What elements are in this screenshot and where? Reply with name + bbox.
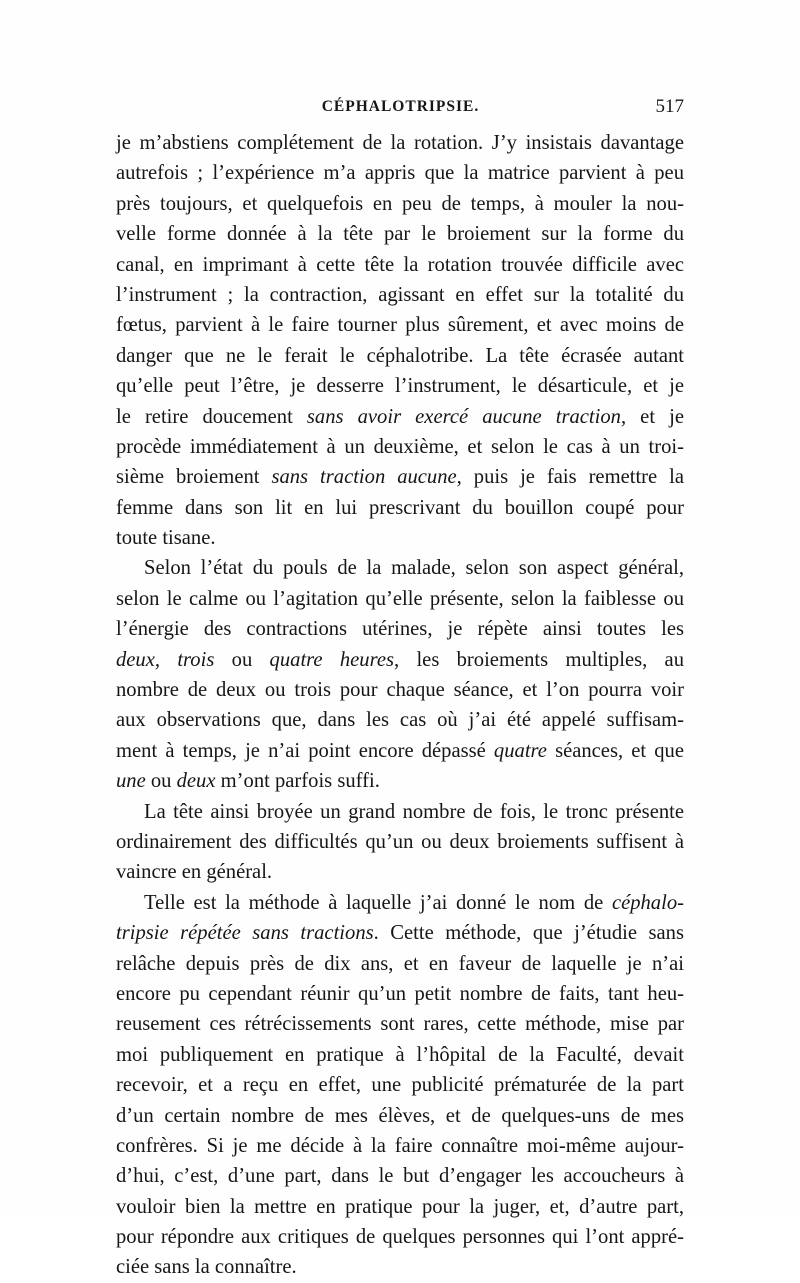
text-line [116,1101,684,1131]
text-line [116,1009,684,1039]
italic-text: une [116,770,146,793]
text-segment: nombre de deux ou trois pour chaque séance, et l’on pourra voir [116,679,684,702]
text-line [116,584,684,614]
text-line [116,827,684,857]
text-segment: autrefois ; l’expérience m’a appris que la matrice parvient à peu [116,162,684,185]
text-segment: vouloir bien la mettre en pratique pour la juger, et, d’autre part, [116,1195,684,1218]
text-line [116,918,684,948]
text-segment: encore pu cependant réunir qu’un petit nombre de faits, tant heu- [116,982,684,1005]
text-segment: La tête ainsi broyée un grand nombre de fois, le tronc présente [144,800,684,823]
text-line [116,462,684,492]
text-line [116,979,684,1009]
text-segment: , et je [620,405,684,428]
text-segment: ou [214,648,270,671]
text-line [116,310,684,340]
italic-text: sans avoir exercé aucune traction [306,405,621,428]
text-segment: recevoir, et a reçu en effet, une publicité prématurée de la part [116,1074,684,1097]
text-segment: confrères. Si je me décide à la faire connaître moi-même aujour- [116,1134,684,1157]
text-segment: sième broiement [116,466,272,489]
text-segment: . Cette méthode, que j’étudie sans [373,922,684,945]
text-line [116,432,684,462]
text-line [116,736,684,766]
text-segment: près toujours, et quelquefois en peu de temps, à mouler la nou- [116,192,684,215]
text-segment: ou [145,770,177,793]
italic-text: sans traction aucune [271,466,457,489]
text-segment: velle forme donnée à la tête par le broiement sur la forme du [116,223,684,246]
text-segment: le retire doucement [116,405,307,428]
text-segment: , puis je fais remettre la [456,466,684,489]
text-line [116,797,684,827]
text-line [116,1040,684,1070]
text-segment: ment à temps, je n’ai point encore dépassé [116,739,494,762]
text-segment: moi publiquement en pratique à l’hôpital de la Faculté, devait [116,1043,684,1066]
text-line [116,857,684,887]
text-segment: je m’abstiens complétement de la rotation. J’y insistais davantage [116,132,684,154]
text-segment: aux observations que, dans les cas où j’ai été appelé suffisam- [116,709,684,732]
text-segment: reusement ces rétrécissements sont rares, cette méthode, mise par [116,1013,684,1036]
text-segment: vaincre en général. [116,861,273,884]
running-title: CÉPHALOTRIPSIE. [321,98,480,115]
text-segment: ordinairement des difficultés qu’un ou deux broiements suffisent à [116,830,684,853]
text-line [116,402,684,432]
text-line [116,158,684,188]
text-line [116,766,684,796]
text-segment: ciée sans la connaître. [116,1256,297,1279]
text-line [116,1252,684,1282]
text-segment: qu’elle peut l’être, je desserre l’instrument, le désarticule, et je [116,375,684,398]
italic-text: quatre [493,739,547,762]
page-number: 517 [655,96,684,117]
body-text [116,128,684,1283]
text-line [116,888,684,918]
text-line [116,219,684,249]
text-line [116,705,684,735]
text-line [116,128,684,158]
running-head [117,98,684,124]
text-line [116,280,684,310]
text-segment: d’un certain nombre de mes élèves, et de quelques-uns de mes [116,1104,684,1127]
text-line [116,523,684,553]
text-line [116,1070,684,1100]
text-line [116,250,684,280]
italic-text: deux, trois [116,648,215,671]
text-line [116,1222,684,1252]
text-segment: d’hui, c’est, d’une part, dans le but d’engager les accoucheurs à [116,1165,684,1188]
italic-text: tripsie répétée sans tractions [116,922,374,945]
text-line [116,553,684,583]
text-segment: Selon l’état du pouls de la malade, selon son aspect général, [144,557,684,580]
text-segment: danger que ne le ferait le céphalotribe. La tête écrasée autant [116,344,684,367]
text-segment: toute tisane. [116,527,216,550]
italic-text: céphalo- [611,891,684,914]
text-segment: canal, en imprimant à cette tête la rotation trouvée difficile avec [116,253,684,276]
text-line [116,493,684,523]
text-segment: l’énergie des contractions utérines, je répète ainsi toutes les [116,618,684,641]
text-line [116,614,684,644]
text-line [116,1192,684,1222]
text-line [116,1161,684,1191]
text-line [116,675,684,705]
text-segment: selon le calme ou l’agitation qu’elle présente, selon la faiblesse ou [116,587,684,610]
text-line [116,645,684,675]
text-segment: femme dans son lit en lui prescrivant du bouillon coupé pour [116,496,684,519]
italic-text: quatre heures [269,648,394,671]
text-line [116,371,684,401]
text-segment: séances, et que [546,739,684,762]
text-segment: Telle est la méthode à laquelle j’ai donné le nom de [144,891,612,914]
text-segment: l’instrument ; la contraction, agissant en effet sur la totalité du [116,283,684,306]
text-line [116,189,684,219]
text-segment: m’ont parfois suffi. [215,770,380,793]
text-line [116,1131,684,1161]
text-segment: procède immédiatement à un deuxième, et selon le cas à un troi- [116,435,684,458]
text-segment: fœtus, parvient à le faire tourner plus sûrement, et avec moins de [116,314,684,337]
italic-text: deux [176,770,216,793]
text-segment: relâche depuis près de dix ans, et en faveur de laquelle je n’ai [116,952,684,975]
text-segment: pour répondre aux critiques de quelques personnes qui l’ont appré- [116,1226,684,1249]
text-segment: , les broiements multiples, au [394,648,684,671]
text-line [116,341,684,371]
text-line [116,949,684,979]
